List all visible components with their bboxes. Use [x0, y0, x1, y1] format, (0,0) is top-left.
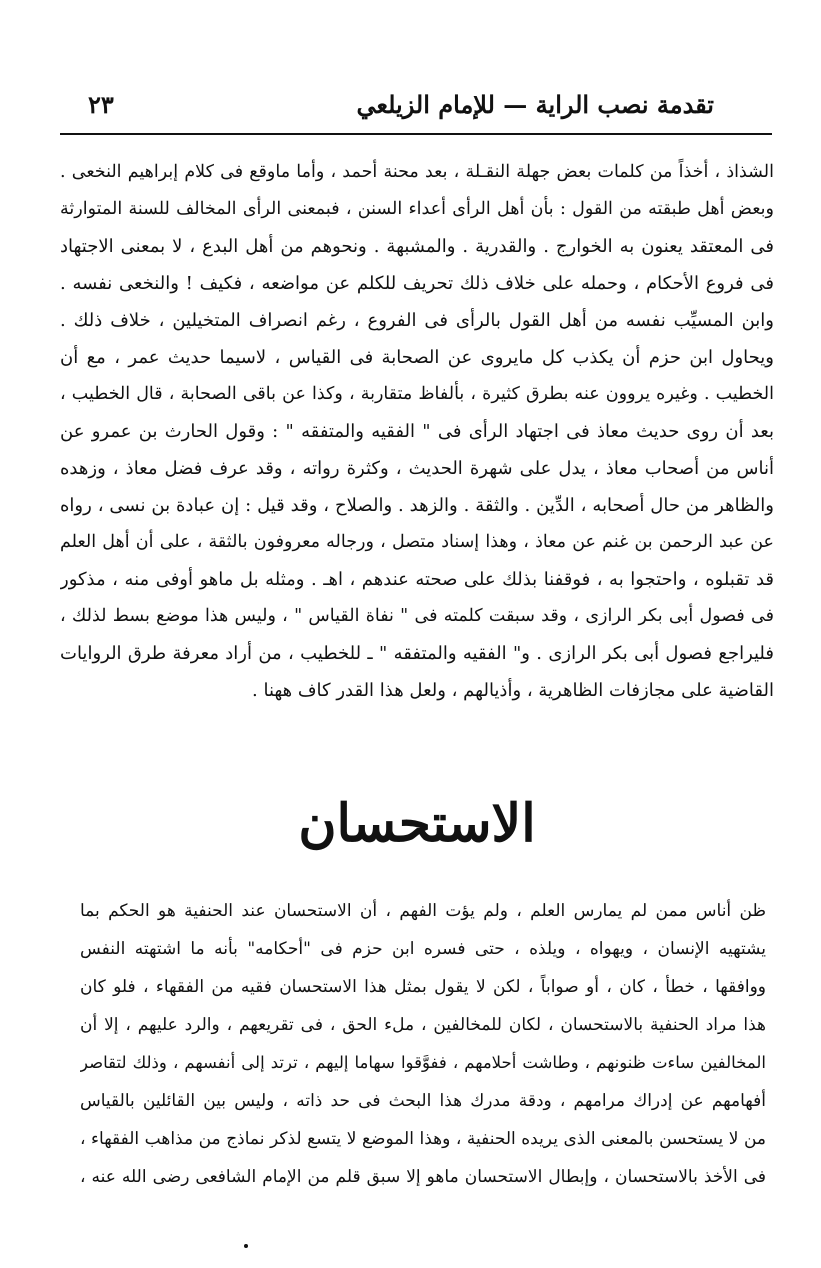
running-header — [60, 90, 772, 126]
section-title: الاستحسان — [298, 793, 536, 854]
text-line: الشذاذ ، أخذاً من كلمات بعض جهلة النقـلة ، بعد محنة أحمد ، وأما ماوقع فى كلام إبراهيم النخعى . — [60, 162, 774, 182]
text-line: من لا يستحسن بالمعنى الذى يريده الحنفية ، وهذا الموضع لا يتسع لذكر نماذج من مذاهب الفقهاء ، — [80, 1129, 766, 1149]
page-number: ٢٣ — [88, 90, 114, 119]
text-line: ويحاول ابن حزم أن يكذب كل مايروى عن الصحابة فى القياس ، لاسيما حديث عمر ، مع أن — [60, 347, 774, 368]
text-line: وبعض أهل طبقته من القول : بأن أهل الرأى أعداء السنن ، فبمعنى الرأى المخالف للسنة المتوارثة — [60, 199, 774, 219]
text-line: يشتهيه الإنسان ، ويهواه ، ويلذه ، حتى فسره ابن حزم فى "أحكامه" بأنه ما اشتهته النفس — [80, 939, 766, 959]
text-line: ظن أناس ممن لم يمارس العلم ، ولم يؤت الفهم ، أن الاستحسان عند الحنفية هو الحكم بما — [80, 901, 766, 921]
header-divider — [60, 133, 772, 135]
text-line: ووافقها ، خطأ ، كان ، أو صواباً ، لكن لا يقول بمثل هذا الاستحسان فقيه من الفقهاء ، فلو كان — [80, 977, 766, 997]
text-line: والظاهر من حال أصحابه ، الدِّين . والثقة . والزهد . والصلاح ، وقد قيل : إن عبادة بن نسى ، رواه — [60, 495, 774, 516]
text-line: قد تقبلوه ، واحتجوا به ، فوقفنا بذلك على صحته عندهم ، اهـ . ومثله بل ماهو أوفى منه ، مذكور — [60, 569, 774, 590]
text-line: الخطيب . وغيره يروون عنه بطرق كثيرة ، بألفاظ متقاربة ، وكذا عن باقى الصحابة ، قال الخطيب ، — [60, 384, 774, 404]
text-line: بعد أن روى حديث معاذ فى اجتهاد الرأى فى " الفقيه والمتفقه " : وقول الحارث بن عمرو عن — [60, 421, 774, 442]
text-line: فليراجع فصول أبى بكر الرازى . و" الفقيه والمتفقه " ـ للخطيب ، من أراد معرفة طرق الروايات — [60, 643, 774, 664]
text-line: وابن المسيِّب نفسه من أهل القول بالرأى فى الفروع ، رغم انصراف المتخيلين ، خلاف ذلك . — [60, 310, 774, 331]
paragraph-2 — [80, 892, 766, 1196]
text-line: أفهامهم عن إدراك مرامهم ، ودقة مدرك هذا البحث فى حد ذاته ، وليس بين القائلين بالقياس — [80, 1091, 766, 1111]
header-title: تقدمة نصب الراية — للإمام الزيلعي — [356, 90, 714, 119]
paragraph-1 — [60, 154, 774, 709]
text-line: فى فروع الأحكام ، وحمله على خلاف ذلك تحريف للكلم عن مواضعه ، فكيف ! والنخعى نفسه . — [60, 273, 774, 294]
text-line: فى الأخذ بالاستحسان ، وإبطال الاستحسان ماهو إلا سبق قلم من الإمام الشافعى رضى الله عنه ، — [80, 1167, 766, 1187]
text-line: فى فصول أبى بكر الرازى ، وقد سبقت كلمته فى " نفاة القياس " ، وليس هذا موضع بسط لذلك ، — [60, 606, 774, 626]
text-line: القاضية على مجازفات الظاهرية ، وأذيالهم ، ولعل هذا القدر كاف ههنا . — [252, 680, 774, 701]
text-line: هذا مراد الحنفية بالاستحسان ، لكان للمخالفين ، ملء الحق ، فى تقريعهم ، والرد عليهم ، إلا أن — [80, 1015, 766, 1035]
ink-speck — [244, 1244, 248, 1248]
text-line: أناس من أصحاب معاذ ، يدل على شهرة الحديث ، وكثرة رواته ، وقد عرف فضل معاذ ، وزهده — [60, 458, 774, 479]
text-line: فى المعتقد يعنون به الخوارج . والقدرية . والمشبهة . ونحوهم من أهل البدع ، لا بمعنى الاجتهاد — [60, 236, 774, 257]
text-line: المخالفين ساءت ظنونهم ، وطاشت أحلامهم ، ففوَّقوا سهاما إليهم ، ترتد إلى أنفسهم ، وذلك لتقاصر — [80, 1053, 766, 1072]
text-line: عن عبد الرحمن بن غنم عن معاذ ، وهذا إسناد متصل ، ورجاله معروفون بالثقة ، على أن أهل العلم — [60, 532, 774, 552]
